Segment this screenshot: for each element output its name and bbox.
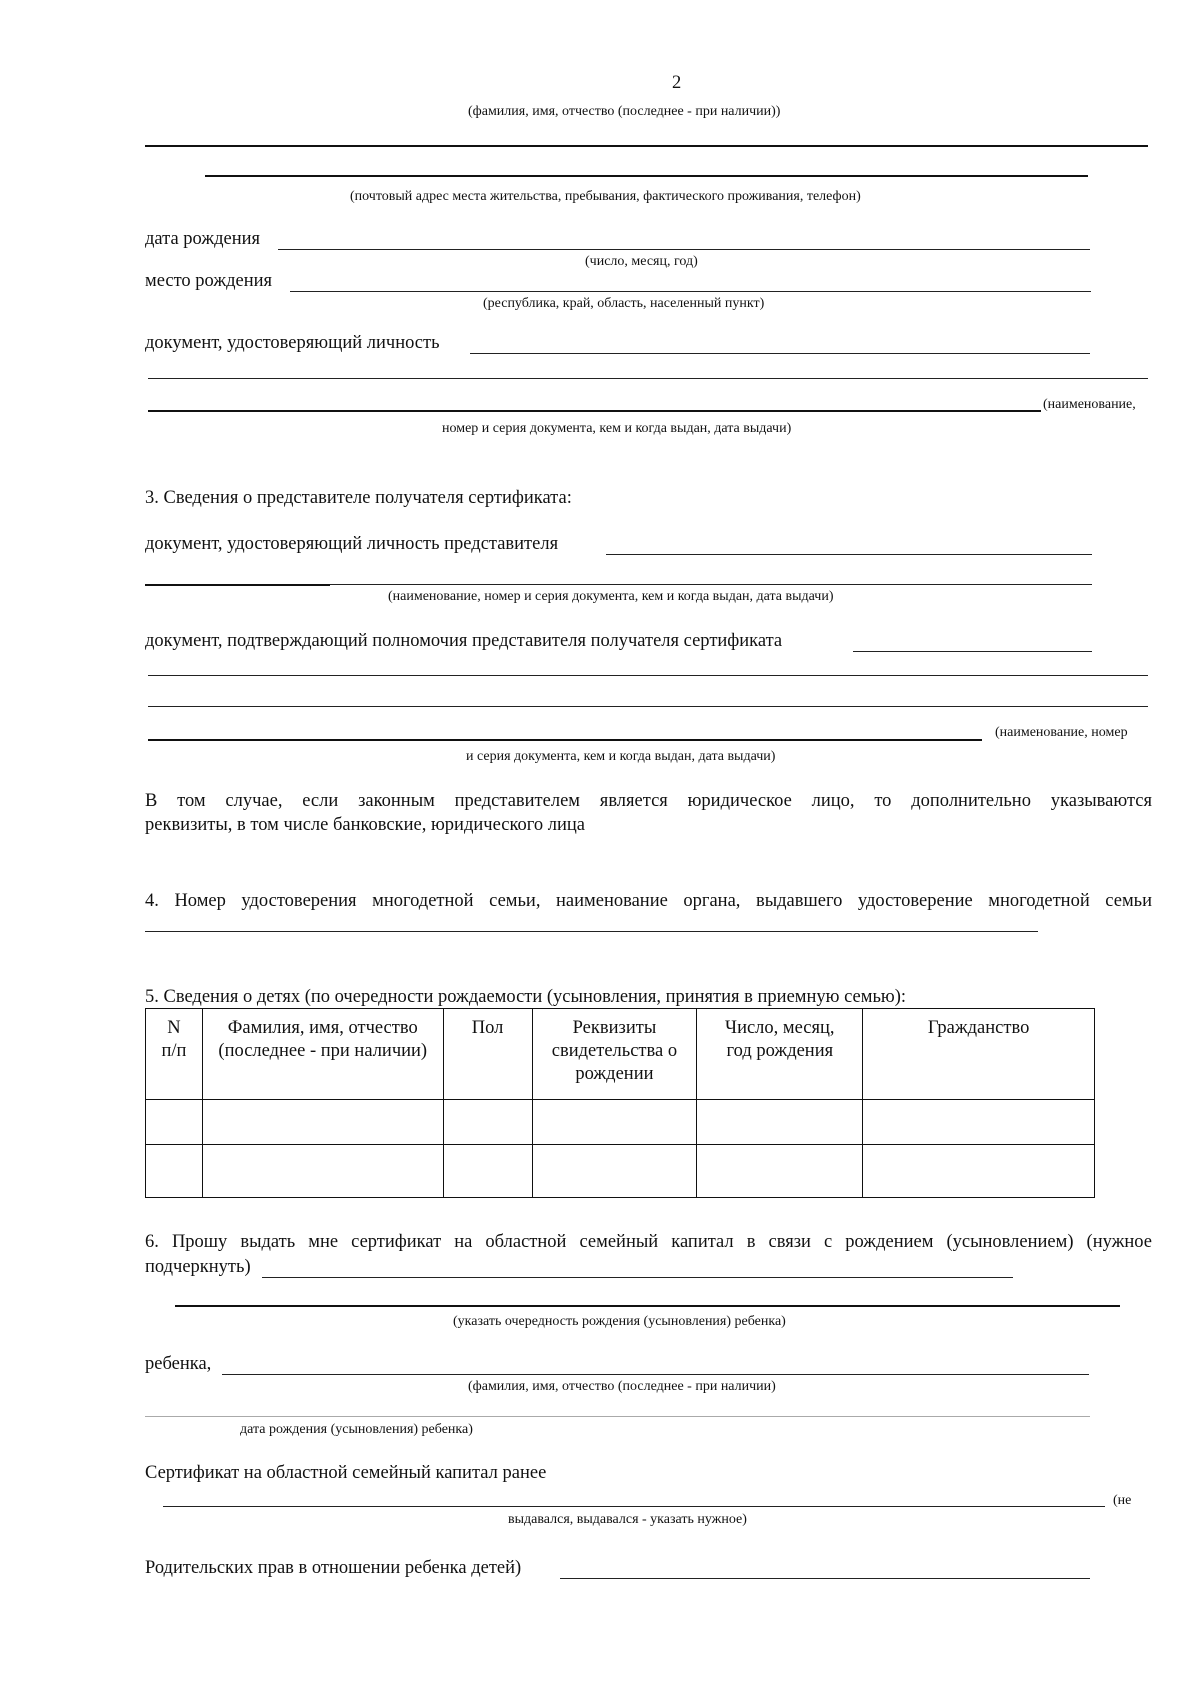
authority-caption-end: (наименование, номер — [995, 725, 1128, 740]
col-birth-certificate: Реквизиты свидетельства о рождении — [532, 1009, 697, 1100]
table-cell[interactable] — [146, 1100, 203, 1145]
authority-line-3[interactable] — [148, 706, 1148, 707]
parental-rights-label: Родительских прав в отношении ребенка детей) — [145, 1558, 522, 1578]
fio-line[interactable] — [145, 145, 1148, 147]
table-row — [146, 1100, 1095, 1145]
id-doc-line-3[interactable] — [148, 410, 1041, 412]
col-number: N п/п — [146, 1009, 203, 1100]
pob-caption: (республика, край, область, населенный пункт) — [483, 296, 765, 311]
table-cell[interactable] — [532, 1145, 697, 1198]
pob-label: место рождения — [145, 271, 273, 291]
rep-id-line-1[interactable] — [606, 554, 1092, 555]
section4-line[interactable] — [145, 931, 1038, 932]
order-line[interactable] — [175, 1305, 1120, 1307]
table-cell[interactable] — [863, 1145, 1095, 1198]
id-doc-line-1[interactable] — [470, 353, 1090, 354]
request-line[interactable] — [262, 1277, 1013, 1278]
section5-heading: 5. Сведения о детях (по очередности рождаемости (усыновления, принятия в приемную семью): — [145, 987, 907, 1007]
legal-entity-line-2: реквизиты, в том числе банковские, юридического лица — [145, 815, 585, 835]
table-row — [146, 1145, 1095, 1198]
prev-cert-end: (не — [1113, 1493, 1132, 1508]
table-cell[interactable] — [146, 1145, 203, 1198]
rep-id-caption: (наименование, номер и серия документа, кем и когда выдан, дата выдачи) — [388, 589, 834, 604]
prev-cert-line[interactable] — [163, 1506, 1105, 1507]
id-doc-label: документ, удостоверяющий личность — [145, 333, 440, 353]
rep-id-line-2b[interactable] — [330, 584, 1092, 585]
dob-caption: (число, месяц, год) — [585, 254, 698, 269]
rep-id-label: документ, удостоверяющий личность представителя — [145, 534, 559, 554]
address-caption: (почтовый адрес места жительства, пребывания, фактического проживания, телефон) — [350, 189, 861, 204]
table-cell[interactable] — [443, 1145, 532, 1198]
fio-caption: (фамилия, имя, отчество (последнее - при наличии)) — [468, 104, 781, 119]
pob-line[interactable] — [290, 291, 1091, 292]
table-cell[interactable] — [863, 1100, 1095, 1145]
authority-label: документ, подтверждающий полномочия представителя получателя сертификата — [145, 631, 783, 651]
col-citizenship: Гражданство — [863, 1009, 1095, 1100]
dob-label: дата рождения — [145, 229, 261, 249]
col-sex: Пол — [443, 1009, 532, 1100]
children-table — [145, 1008, 1095, 1198]
prev-cert-label: Сертификат на областной семейный капитал ранее — [145, 1463, 547, 1483]
authority-line-1[interactable] — [853, 651, 1092, 652]
address-line[interactable] — [205, 175, 1088, 177]
id-doc-line-2[interactable] — [148, 378, 1148, 379]
table-cell[interactable] — [697, 1145, 863, 1198]
page-number: 2 — [672, 73, 682, 93]
child-label: ребенка, — [145, 1354, 212, 1374]
child-dob-caption: дата рождения (усыновления) ребенка) — [240, 1422, 473, 1437]
section3-heading: 3. Сведения о представителе получателя сертификата: — [145, 488, 572, 508]
section4-text: 4. Номер удостоверения многодетной семьи, наименование органа, выдавшего удостоверение многодетной семьи — [145, 891, 1152, 911]
authority-line-4[interactable] — [148, 739, 982, 741]
table-cell[interactable] — [443, 1100, 532, 1145]
order-caption: (указать очередность рождения (усыновления) ребенка) — [453, 1314, 786, 1329]
request-line-2: подчеркнуть) — [145, 1257, 251, 1277]
table-cell[interactable] — [202, 1145, 443, 1198]
child-fio-caption: (фамилия, имя, отчество (последнее - при наличии) — [468, 1379, 776, 1394]
request-line-1: 6. Прошу выдать мне сертификат на областной семейный капитал в связи с рождением (усыновлением) (нужное — [145, 1232, 1152, 1252]
dob-line[interactable] — [278, 249, 1090, 250]
legal-entity-line-1: В том случае, если законным представителем является юридическое лицо, то дополнительно указываются — [145, 791, 1152, 811]
authority-line-2[interactable] — [148, 675, 1148, 676]
table-cell[interactable] — [202, 1100, 443, 1145]
id-doc-caption-end: (наименование, — [1043, 397, 1136, 412]
child-fio-line[interactable] — [222, 1374, 1089, 1375]
children-table-header — [146, 1009, 1095, 1100]
rep-id-line-2a[interactable] — [145, 584, 330, 586]
table-cell[interactable] — [697, 1100, 863, 1145]
col-fio: Фамилия, имя, отчество (последнее - при наличии) — [202, 1009, 443, 1100]
col-birth-date: Число, месяц, год рождения — [697, 1009, 863, 1100]
id-doc-caption: номер и серия документа, кем и когда выдан, дата выдачи) — [442, 421, 792, 436]
child-dob-line[interactable] — [145, 1416, 1090, 1417]
prev-cert-caption: выдавался, выдавался - указать нужное) — [508, 1512, 747, 1527]
parental-rights-line[interactable] — [560, 1578, 1090, 1579]
table-cell[interactable] — [532, 1100, 697, 1145]
authority-caption: и серия документа, кем и когда выдан, дата выдачи) — [466, 749, 776, 764]
